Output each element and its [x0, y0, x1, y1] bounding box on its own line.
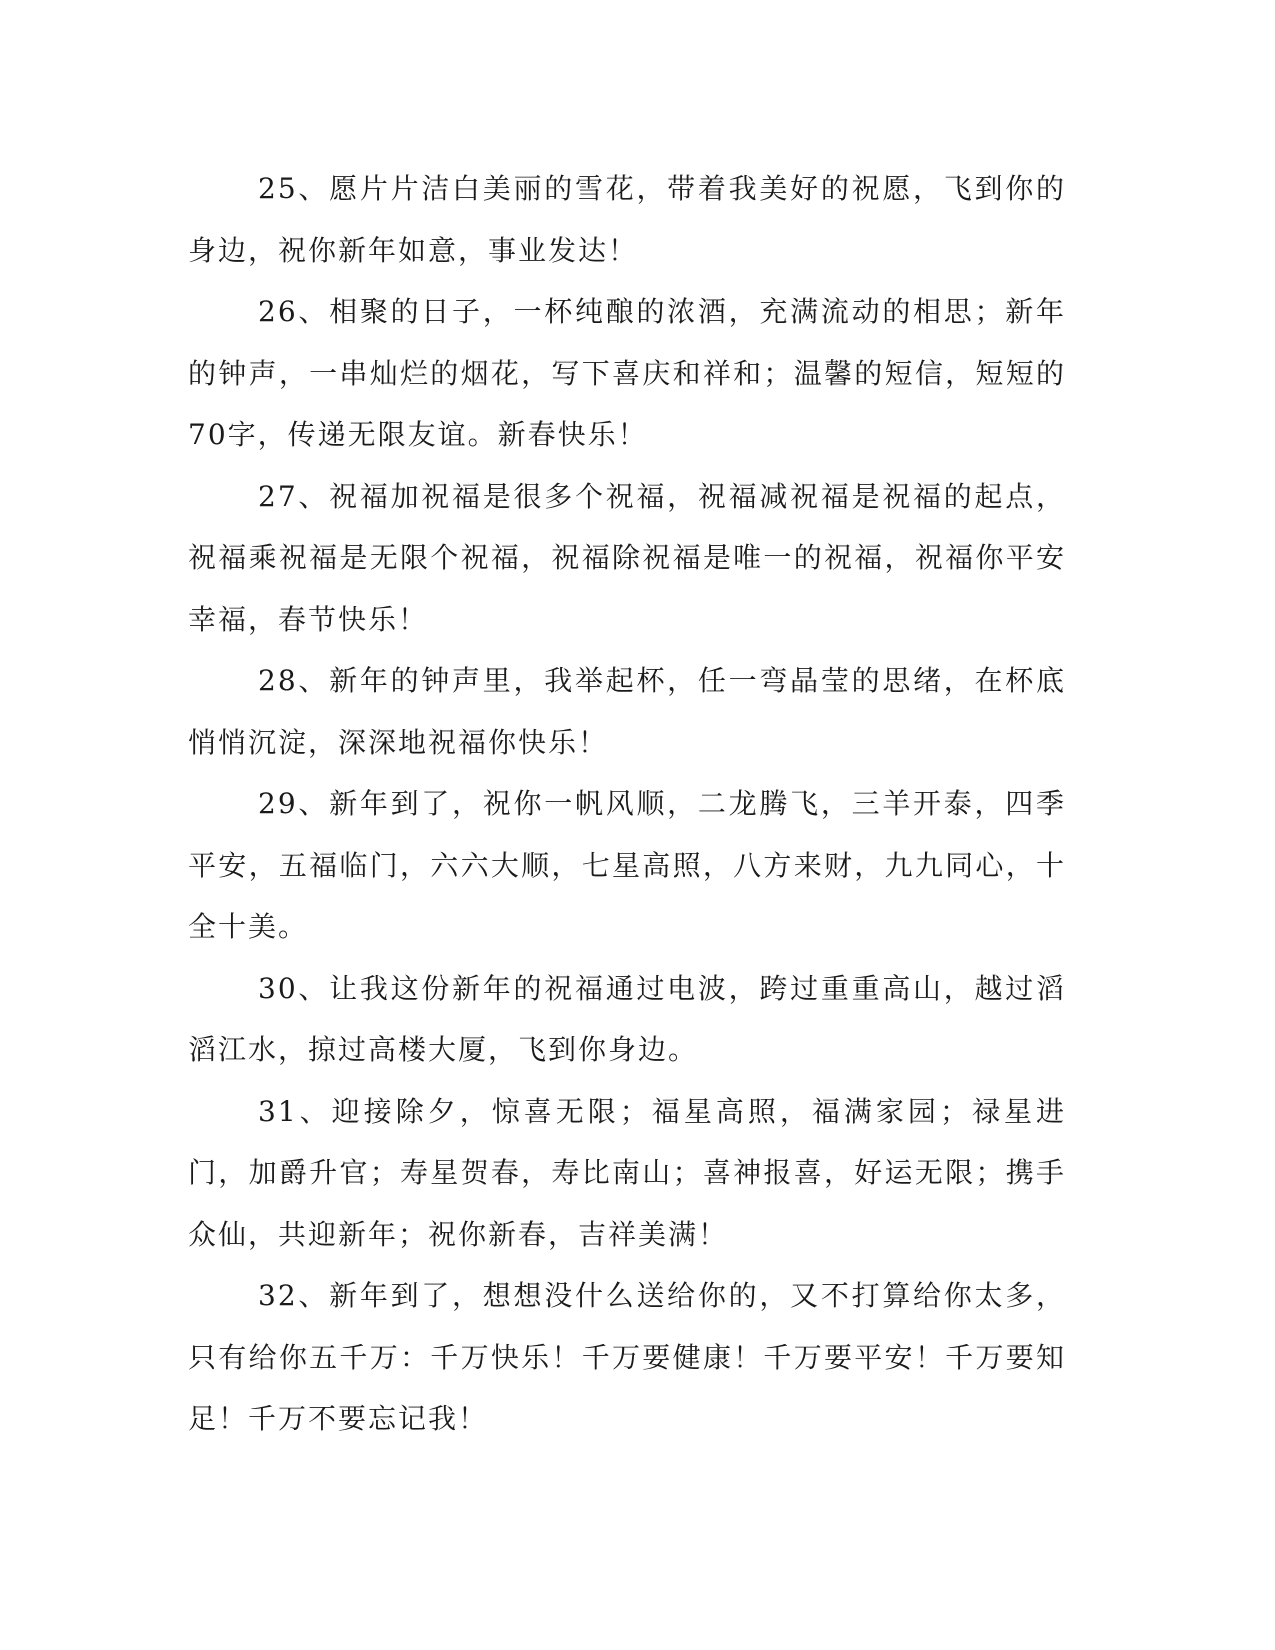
paragraph-29: 29、新年到了，祝你一帆风顺，二龙腾飞，三羊开泰，四季平安，五福临门，六六大顺，七星高照，八方来财，九九同心，十全十美。	[188, 787, 1066, 943]
document-body	[188, 158, 1066, 1450]
paragraph-28: 28、新年的钟声里，我举起杯，任一弯晶莹的思绪，在杯底悄悄沉淀，深深地祝福你快乐！	[188, 664, 1066, 759]
paragraph-26: 26、相聚的日子，一杯纯酿的浓酒，充满流动的相思；新年的钟声，一串灿烂的烟花，写下喜庆和祥和；温馨的短信，短短的70字，传递无限友谊。新春快乐！	[188, 295, 1066, 451]
paragraph-31: 31、迎接除夕，惊喜无限；福星高照，福满家园；禄星进门，加爵升官；寿星贺春，寿比南山；喜神报喜，好运无限；携手众仙，共迎新年；祝你新春，吉祥美满！	[188, 1094, 1066, 1251]
paragraph-32: 32、新年到了，想想没什么送给你的，又不打算给你太多，只有给你五千万：千万快乐！千万要健康！千万要平安！千万要知足！千万不要忘记我！	[188, 1279, 1066, 1435]
paragraph-25: 25、愿片片洁白美丽的雪花，带着我美好的祝愿，飞到你的身边，祝你新年如意，事业发达！	[188, 172, 1066, 267]
paragraph-27: 27、祝福加祝福是很多个祝福，祝福减祝福是祝福的起点，祝福乘祝福是无限个祝福，祝福除祝福是唯一的祝福，祝福你平安幸福，春节快乐！	[188, 479, 1066, 636]
paragraph-30: 30、让我这份新年的祝福通过电波，跨过重重高山，越过滔滔江水，掠过高楼大厦，飞到你身边。	[188, 971, 1066, 1066]
